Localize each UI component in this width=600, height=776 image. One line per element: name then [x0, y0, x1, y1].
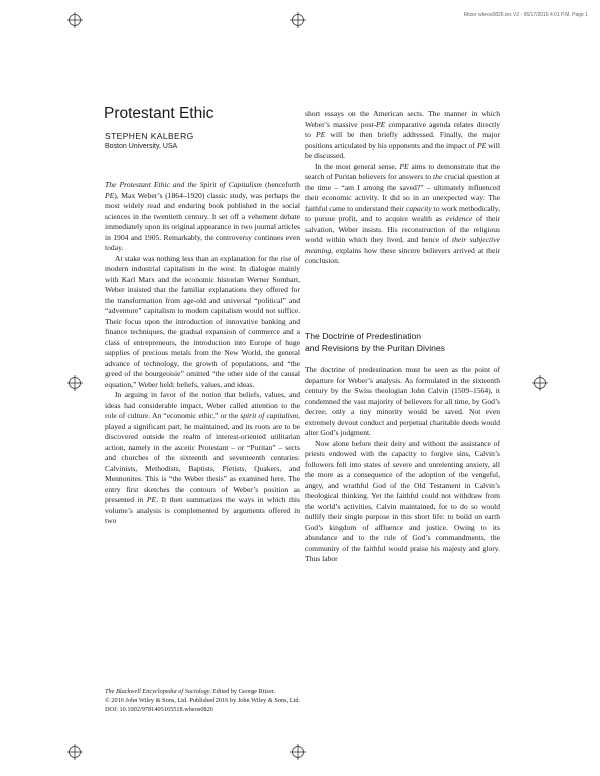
body-paragraph: In arguing in favor of the notion that beliefs, values, and ideas had considerable impact, Weber called attention to the role of culture. An “economic ethic,” or the spirit of capitalism, played a significant part, he maintained, and its roots are to be discovered outside the realm of interest-oriented utilitarian action, namely in the ascetic Protestant – or “Puritan” – sects and churches of the sixteenth and seventeenth centuries: Calvinists, Methodists, Baptists, Pietists, Quakers, and Mennonites. This is “the Weber thesis” as examined here. The entry first sketches the contours of Weber’s position as presented in PE. It then summarizes the ways in which this volume’s analysis is complemented by arguments offered in two	[105, 390, 300, 525]
registration-mark-icon	[67, 375, 83, 391]
registration-mark-icon	[67, 12, 83, 28]
registration-mark-icon	[532, 375, 548, 391]
citation-line: The Blackwell Encyclopedia of Sociology. Edited by George Ritzer.	[105, 688, 276, 695]
article-title: Protestant Ethic	[104, 105, 214, 122]
author-affiliation: Boston University, USA	[105, 143, 178, 150]
intro-paragraph: The Protestant Ethic and the Spirit of Capitalism (henceforth PE), Max Weber’s (1864–1920) classic study, was perhaps the most widely read and enduring book published in the social sciences in the twentieth century. It set off a vehement debate immediately upon its original appearance in two journal articles in 1904 and 1905. Remarkably, the controversy continues even today.	[105, 180, 300, 252]
body-paragraph: short essays on the American sects. The manner in which Weber’s massive post-PE comparative agenda relates directly to PE will be then briefly addressed. Finally, the major positions articulated by his opponents and the impact of PE will be discussed.	[305, 109, 501, 160]
body-paragraph: Now alone before their deity and without the assistance of priests endowed with the capacity to forgive sins, Calvin’s followers fell into states of severe and unrelenting anxiety, all the more as a consequence of the adoption of the vengeful, angry, and wrathful God of the Old Testament in Calvin’s theological thinking. Yet the faithful could not withdraw from the world’s activities, Calvin maintained, for to do so would nullify their single purpose in this short life: to build on earth God’s kingdom of affluence and justice. Owing to its abundance and to the rule of God’s commandments, the community of the faithful would praise his majesty and glory. Thus labor	[305, 438, 500, 563]
author-name: STEPHEN KALBERG	[105, 131, 194, 141]
registration-mark-icon	[67, 744, 83, 760]
right-column-bottom	[305, 365, 500, 565]
body-paragraph: The doctrine of predestination must be seen as the point of departure for Weber’s analysis. As formulated in the sixteenth century by the Swiss theologian John Calvin (1509–1564), it condemned the vast majority of believers for all time, by God’s decree; only a tiny minority would be saved. Not even extremely devout conduct and perpetual charitable deeds would alter God’s judgment.	[305, 365, 500, 437]
body-paragraph: In the most general sense, PE aims to demonstrate that the search of Puritan believers for answers to the crucial question at the time – “am I among the saved?” – ultimately influenced their economic activity. It did so in an unexpected way: The faithful came to understand their capacity to work methodically, to pursue profit, and to acquire wealth as evidence of their salvation, Weber insists. His reconstruction of the religious world within which they lived, and hence of their subjective meaning, explains how these sincere believers arrived at their conclusion.	[305, 161, 501, 265]
registration-mark-icon	[290, 744, 306, 760]
doi-line: DOI: 10.1002/9781405165518.wbeos0826	[105, 706, 213, 714]
right-column-top	[305, 109, 500, 267]
left-column	[105, 180, 300, 527]
page-header-slug: Ritzer wbeos0826.tex V2 - 06/17/2016 4:01 P.M. Page 1	[463, 12, 588, 18]
section-heading: The Doctrine of Predestination and Revisions by the Puritan Divines	[305, 331, 445, 353]
citation-footer	[105, 687, 365, 715]
registration-mark-icon	[290, 12, 306, 28]
copyright-line: © 2016 John Wiley & Sons, Ltd. Published 2016 by John Wiley & Sons, Ltd.	[105, 697, 301, 705]
body-paragraph: At stake was nothing less than an explanation for the rise of modern industrial capitalism in the west. In dialogue mainly with Karl Marx and the economic historian Werner Sombart, Weber insisted that the familiar explanations they offered for the transformation from age-old and universal “political” and “adventure” capitalism to modern capitalism would not suffice. Their focus upon the introduction of innovative banking and finance techniques, the gradual expansion of commerce and a class of entrepreneurs, the introduction into Europe of huge supplies of precious metals from the New World, the general advance of technology, the growth of populations, and “the greed of the bourgeoisie” omitted “the other side of the causal equation,” Weber held: beliefs, values, and ideas.	[105, 253, 300, 389]
